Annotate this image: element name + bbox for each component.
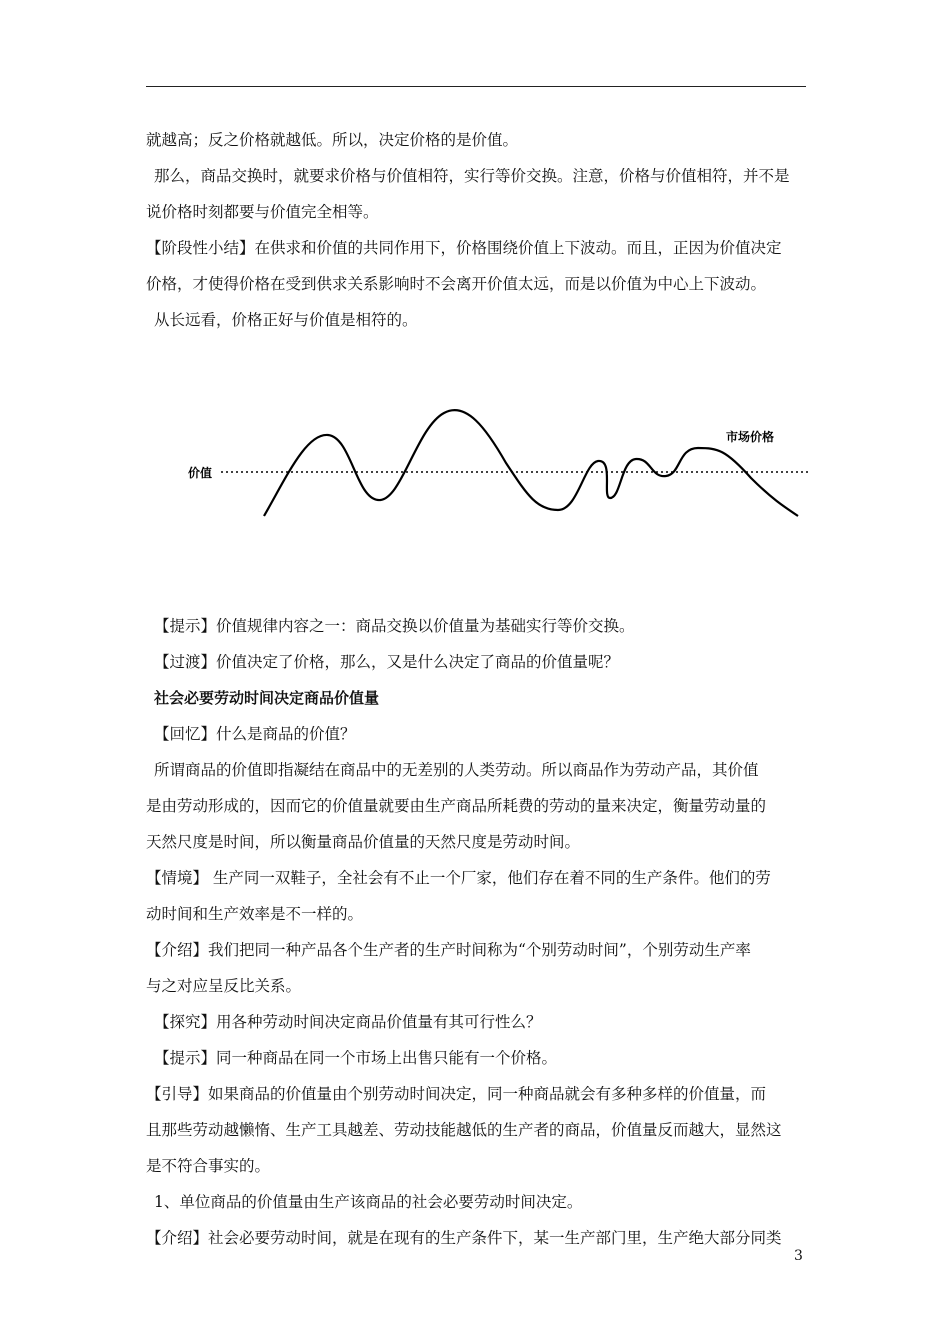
paragraph-line: 说价格时刻都要与价值完全相等。 xyxy=(146,203,379,221)
paragraph-line: 【探究】用各种劳动时间决定商品价值量有其可行性么？ xyxy=(154,1013,542,1031)
paragraph-line: 那么，商品交换时，就要求价格与价值相符，实行等价交换。注意，价格与价值相符，并不是 xyxy=(154,167,790,185)
value-label: 价值 xyxy=(188,466,213,480)
paragraph-line: 价格，才使得价格在受到供求关系影响时不会离开价值太远，而是以价值为中心上下波动。 xyxy=(146,275,767,293)
paragraph-line: 【阶段性小结】在供求和价值的共同作用下，价格围绕价值上下波动。而且，正因为价值决定 xyxy=(146,239,782,257)
paragraph-line: 动时间和生产效率是不一样的。 xyxy=(146,905,364,923)
paragraph-line: 【引导】如果商品的价值量由个别劳动时间决定，同一种商品就会有多种多样的价值量，而 xyxy=(146,1085,767,1103)
document-body xyxy=(146,122,808,1256)
paragraph-line: 是由劳动形成的，因而它的价值量就要由生产商品所耗费的劳动的量来决定，衡量劳动量的 xyxy=(146,797,767,815)
price-value-figure xyxy=(146,338,808,608)
paragraph-line: 【过渡】价值决定了价格，那么，又是什么决定了商品的价值量呢？ xyxy=(154,653,620,671)
paragraph-line: 是不符合事实的。 xyxy=(146,1157,271,1175)
paragraph-line: 社会必要劳动时间决定商品价值量 xyxy=(154,689,380,707)
paragraph-line: 【介绍】社会必要劳动时间，就是在现有的生产条件下，某一生产部门里，生产绝大部分同类 xyxy=(146,1229,782,1247)
market-price-label: 市场价格 xyxy=(726,430,775,444)
paragraph-line: 【介绍】我们把同一种产品各个生产者的生产时间称为“个别劳动时间”，个别劳动生产率 xyxy=(146,941,751,959)
paragraph-line: 所谓商品的价值即指凝结在商品中的无差别的人类劳动。所以商品作为劳动产品，其价值 xyxy=(154,761,759,779)
page-number: 3 xyxy=(794,1248,803,1264)
paragraph-line: 从长远看，价格正好与价值是相符的。 xyxy=(154,311,418,329)
paragraph-line: 与之对应呈反比关系。 xyxy=(146,977,302,995)
paragraph-line: 且那些劳动越懒惰、生产工具越差、劳动技能越低的生产者的商品，价值量反而越大，显然这 xyxy=(146,1121,782,1139)
paragraph-line: 【提示】同一种商品在同一个市场上出售只能有一个价格。 xyxy=(154,1049,558,1067)
paragraph-line: 1、单位商品的价值量由生产该商品的社会必要劳动时间决定。 xyxy=(154,1193,583,1211)
paragraph-line: 【回忆】什么是商品的价值？ xyxy=(154,725,356,743)
market-price-curve xyxy=(264,410,798,516)
price-wave-diagram xyxy=(146,338,808,608)
paragraph-line: 【提示】价值规律内容之一：商品交换以价值量为基础实行等价交换。 xyxy=(154,617,635,635)
top-paragraphs xyxy=(146,122,808,338)
bottom-paragraphs xyxy=(146,608,808,1256)
paragraph-line: 就越高；反之价格就越低。所以，决定价格的是价值。 xyxy=(146,131,519,149)
header-rule xyxy=(146,86,806,87)
paragraph-line: 【情境】 生产同一双鞋子，全社会有不止一个厂家，他们存在着不同的生产条件。他们的劳 xyxy=(146,869,771,887)
paragraph-line: 天然尺度是时间，所以衡量商品价值量的天然尺度是劳动时间。 xyxy=(146,833,581,851)
